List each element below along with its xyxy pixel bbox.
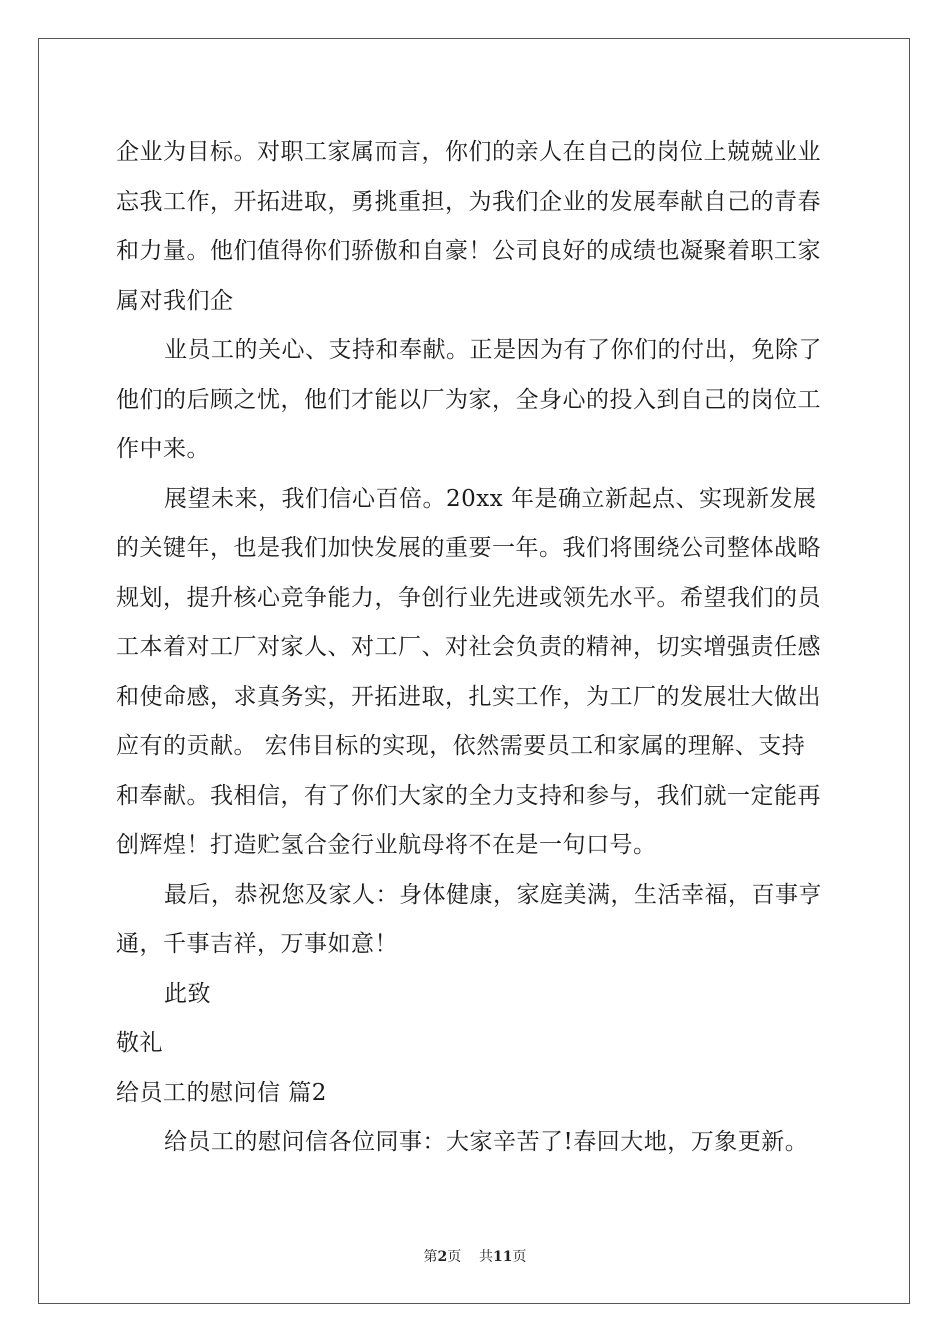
total-label-suffix: 页 [512, 1249, 527, 1265]
section-heading: 给员工的慰问信 篇2 [116, 1079, 327, 1106]
page-label-suffix: 页 [447, 1249, 462, 1265]
text-line: 作中来。 [116, 436, 210, 462]
paragraph-start: 业员工的关心、支持和奉献。正是因为有了你们的付出，免除了 [164, 337, 822, 363]
page-footer [0, 1246, 950, 1266]
text-line: 和力量。他们值得你们骄傲和自豪！公司良好的成绩也凝聚着职工家 [116, 238, 821, 264]
text-line: 和奉献。我相信，有了你们大家的全力支持和参与，我们就一定能再 [116, 782, 821, 809]
text-line: 属对我们企 [116, 287, 234, 314]
text-line: 创辉煌！打造贮氢合金行业航母将不在是一句口号。 [116, 832, 657, 858]
paragraph-start: 给员工的慰问信各位同事：大家辛苦了!春回大地，万象更新。 [164, 1129, 809, 1155]
document-body [116, 128, 836, 1168]
page-number: 2 [437, 1249, 448, 1265]
text-line: 应有的贡献。 宏伟目标的实现，依然需要员工和家属的理解、支持 [116, 733, 806, 759]
text-line: 他们的后顾之忧，他们才能以厂为家，全身心的投入到自己的岗位工 [116, 386, 821, 413]
total-pages: 11 [493, 1249, 513, 1265]
text-line: 和使命感，求真务实，开拓进取，扎实工作，为工厂的发展壮大做出 [116, 683, 821, 710]
text-line: 忘我工作，开拓进取，勇挑重担，为我们企业的发展奉献自己的青春 [116, 188, 821, 215]
text-line: 通，千事吉祥，万事如意！ [116, 931, 398, 957]
text-line: 工本着对工厂对家人、对工厂、对社会负责的精神，切实增强责任感 [116, 634, 821, 660]
text-line: 规划，提升核心竞争能力，争创行业先进或领先水平。希望我们的员 [116, 584, 821, 611]
total-label-prefix: 共 [479, 1249, 494, 1265]
text-line: 企业为目标。对职工家属而言，你们的亲人在自己的岗位上兢兢业业 [116, 139, 821, 165]
paragraph-start: 展望未来，我们信心百倍。20xx 年是确立新起点、实现新发展 [164, 485, 817, 512]
page-label-prefix: 第 [423, 1249, 438, 1265]
text-line: 的关键年，也是我们加快发展的重要一年。我们将围绕公司整体战略 [116, 535, 821, 561]
closing-salutation: 此致 [164, 980, 211, 1007]
closing-regards: 敬礼 [116, 1030, 163, 1056]
paragraph-start: 最后，恭祝您及家人：身体健康，家庭美满，生活幸福，百事亨 [164, 881, 822, 908]
